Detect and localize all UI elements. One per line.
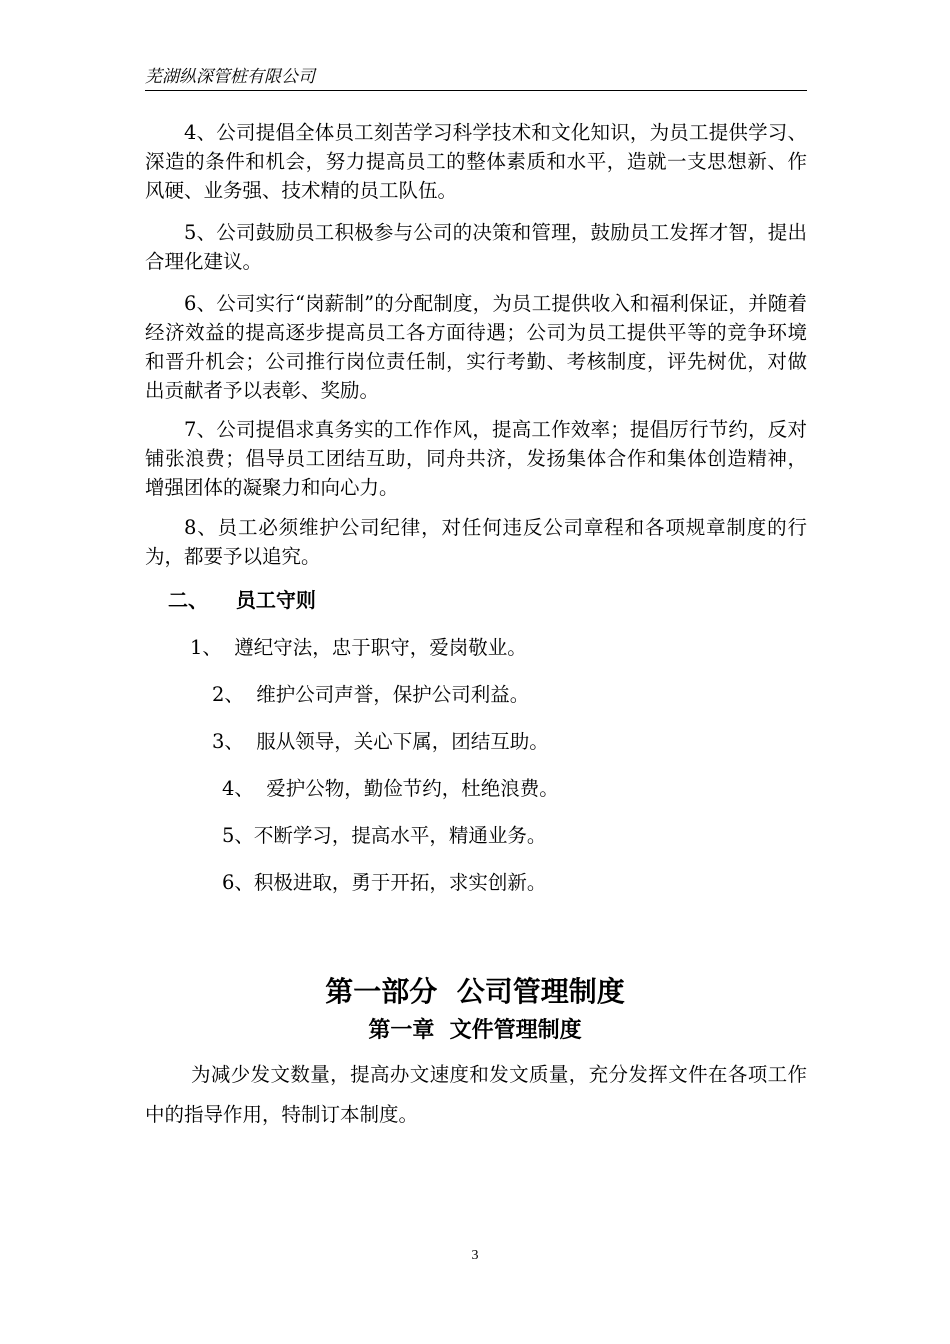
paragraph-4: 4、公司提倡全体员工刻苦学习科学技术和文化知识，为员工提供学习、深造的条件和机会，努力提高员工的整体素质和水平，造就一支思想新、作风硬、业务强、技术精的员工队伍。 <box>145 121 807 202</box>
part-title: 第一部分 公司管理制度 <box>325 975 625 1008</box>
rule-item-2: 2、 维护公司声誉，保护公司利益。 <box>212 683 530 706</box>
paragraph-6: 6、公司实行“岗薪制”的分配制度，为员工提供收入和福利保证，并随着经济效益的提高逐步提高员工各方面待遇；公司为员工提供平等的竞争环境和晋升机会；公司推行岗位责任制，实行考勤、考核制度，评先树优，对做出贡献者予以表彰、奖励。 <box>145 292 807 402</box>
page-number: 3 <box>471 1248 479 1263</box>
paragraph-7: 7、公司提倡求真务实的工作作风，提高工作效率；提倡厉行节约，反对铺张浪费；倡导员工团结互助，同舟共济，发扬集体合作和集体创造精神，增强团体的凝聚力和向心力。 <box>145 418 807 499</box>
rule-item-1: 1、 遵纪守法，忠于职守，爱岗敬业。 <box>190 636 527 659</box>
chapter-title: 第一章 文件管理制度 <box>368 1018 582 1043</box>
header-company-name: 芜湖纵深管桩有限公司 <box>145 67 315 87</box>
paragraph-5: 5、公司鼓励员工积极参与公司的决策和管理，鼓励员工发挥才智，提出合理化建议。 <box>145 221 807 273</box>
rule-item-5: 5、不断学习，提高水平，精通业务。 <box>222 824 547 847</box>
chapter-intro-paragraph: 为减少发文数量，提高办文速度和发文质量，充分发挥文件在各项工作中的指导作用，特制订本制度。 <box>145 1063 807 1126</box>
paragraph-8: 8、员工必须维护公司纪律，对任何违反公司章程和各项规章制度的行为，都要予以追究。 <box>145 516 807 568</box>
section-heading-employee-rules: 二、 员工守则 <box>168 588 316 612</box>
rule-item-3: 3、 服从领导，关心下属，团结互助。 <box>212 730 549 753</box>
page-header <box>145 62 807 91</box>
rule-item-4: 4、 爱护公物，勤俭节约，杜绝浪费。 <box>222 777 559 800</box>
rule-item-6: 6、积极进取，勇于开拓，求实创新。 <box>222 871 547 894</box>
